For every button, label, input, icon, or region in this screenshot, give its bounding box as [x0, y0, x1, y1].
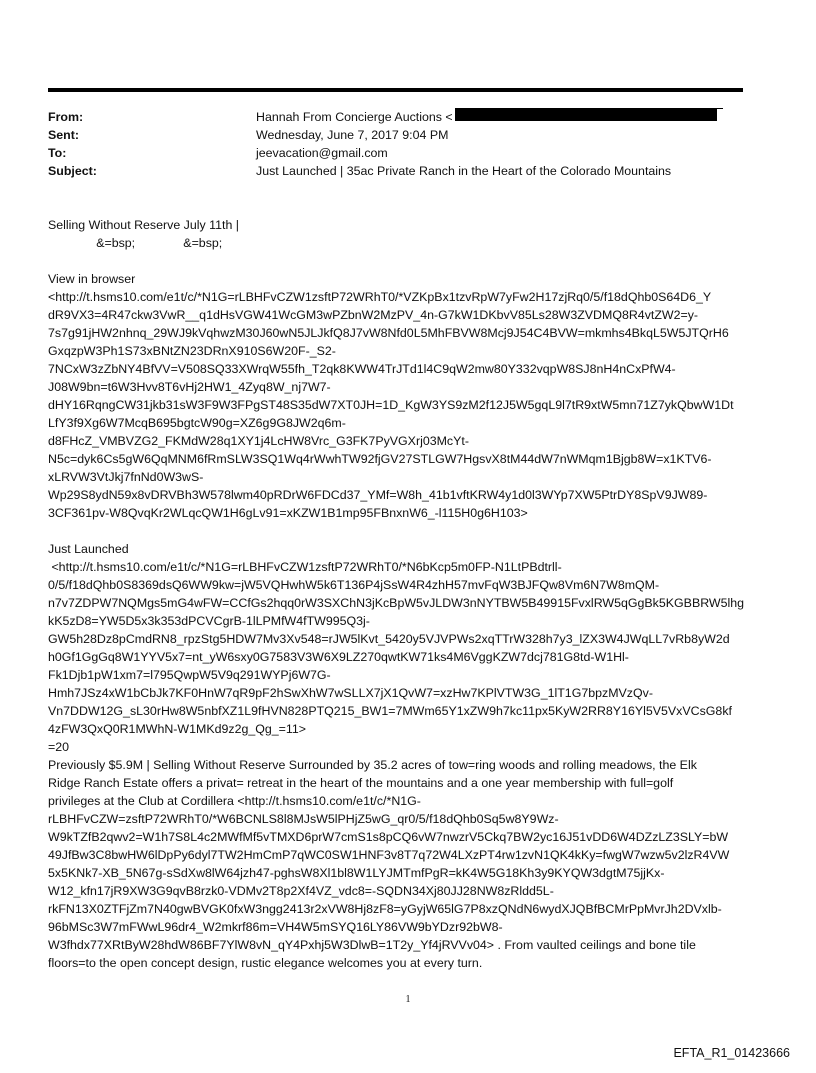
- from-value: Hannah From Concierge Auctions <: [256, 110, 453, 124]
- header-divider: [48, 88, 743, 92]
- body-line: 5x5KNk7-XB_5N67g-sSdXw8lW64jzh47-pghsW8Xl1bl8W1LYJMTmfPgR=kK4W5G18Kh3y9KYQW3dgtM75jjKx-: [48, 866, 665, 880]
- body-line: Vn7DDW12G_sL30rHw8W5nbfXZ1L9fHVN828PTQ215_BW1=7MWm65Y1xZW9h7kc11px5KyW2RR8Y16Yl5V5VxVCsG8kf: [48, 704, 732, 718]
- body-line: Previously $5.9M | Selling Without Reserve Surrounded by 35.2 acres of tow=ring woods and rolling meadows, the Elk: [48, 758, 697, 772]
- body-line: W9kTZfB2qwv2=W1h7S8L4c2MWfMf5vTMXD6prW7cmS1s8pCQ6vW7nwzrV5Ckq7BW2yc16J51vDD6W4DZzLZ3SLY=bW: [48, 830, 729, 844]
- body-line: J08W9bn=t6W3Hvv8T6vHj2HW1_4Zyq8W_nj7W7-: [48, 380, 331, 394]
- body-line: LfY3f9Xg6W7McqB695bgtcW90g=XZ6g9G8JW2q6m-: [48, 416, 346, 430]
- email-header: [48, 108, 723, 180]
- sent-row: [48, 126, 723, 144]
- body-line: =20: [48, 740, 70, 754]
- page-number: 1: [405, 994, 411, 1005]
- body-line: Wp29S8ydN59x8vDRVBh3W578lwm40pRDrW6FDCd37_YMf=W8h_41b1vftKRW4y1d0l3WYp7XW5PtrDY8SpV9JW89-: [48, 488, 708, 502]
- body-line: floors=to the open concept design, rustic elegance welcomes you at every turn.: [48, 956, 483, 970]
- body-line: n7v7ZDPW7NQMgs5mG4wFW=CCfGs2hqq0rW3SXChN3jKcBpW5vJLDW3nNYTBW5B49915FvxlRW5qGgBk5KGBBRW5lhg: [48, 596, 745, 610]
- body-line: rLBHFvCZW=zsftP72WRhT0/*W6BCNLS8l8MJsW5lPHjZ5wG_qr0/5/f18dQhb0Sq5w8Y9Wz-: [48, 812, 559, 826]
- body-line: <http://t.hsms10.com/e1t/c/*N1G=rLBHFvCZW1zsftP72WRhT0/*VZKpBx1tzvRpW7yFw2H17zjRq0/5/f18dQhb0S64D6_Y: [48, 290, 712, 304]
- body-line: 0/5/f18dQhb0S8369dsQ6WW9kw=jW5VQHwhW5k6T136P4jSsW4R4zhH57mvFqW3BJFQw8Vm6N7W8mQM-: [48, 578, 660, 592]
- redaction-tail: [717, 108, 723, 109]
- body-line: privileges at the Club at Cordillera <http://t.hsms10.com/e1t/c/*N1G-: [48, 794, 421, 808]
- body-line: &=bsp; &=bsp;: [48, 236, 223, 250]
- email-body: [48, 216, 768, 972]
- to-label: To:: [48, 146, 67, 160]
- body-line: View in browser: [48, 272, 136, 286]
- subject-row: [48, 162, 723, 180]
- body-line: W3fhdx77XRtByW28hdW86BF7YlW8vN_qY4Pxhj5W3DlwB=1T2y_Yf4jRVVv04> . From vaulted ceilings and bone tile: [48, 938, 696, 952]
- blank-line: [48, 522, 768, 540]
- body-line: 7s7g91jHW2nhnq_29WJ9kVqhwzM30J60wN5JLJkfQ8J7vW8Nfd0L5MhFBVW8Mcj9J54C4BVW=mkmhs4BkqL5W5JTQrH6: [48, 326, 729, 340]
- from-row: [48, 108, 723, 126]
- body-line: d8FHcZ_VMBVZG2_FKMdW28q1XY1j4LcHW8Vrc_G3FK7PyVGXrj03McYt-: [48, 434, 469, 448]
- body-line: 3CF361pv-W8QvqKr2WLqcQW1H6gLv91=xKZW1B1mp95FBnxnW6_-l115H0g6H103>: [48, 506, 528, 520]
- body-line: N5c=dyk6Cs5gW6QqMNM6fRmSLW3SQ1Wq4rWwhTW92fjGV27STLGW7HgsvX8tM44dW7nWMqm1Bjgb8W=x1KTV6-: [48, 452, 712, 466]
- document-id: EFTA_R1_01423666: [673, 1046, 790, 1060]
- sent-value: Wednesday, June 7, 2017 9:04 PM: [256, 128, 449, 142]
- body-line: Hmh7JSz4xW1bCbJk7KF0HnW7qR9pF2hSwXhW7wSLLX7jX1QvW7=xzHw7KPlVTW3G_1lT1G7bpzMVzQv-: [48, 686, 653, 700]
- to-value: jeevacation@gmail.com: [256, 146, 388, 160]
- sent-label: Sent:: [48, 128, 79, 142]
- body-line: Selling Without Reserve July 11th |: [48, 218, 240, 232]
- body-line: kK5zD8=YW5D5x3k353dPCVCgrB-1lLPMfW4fTW995Q3j-: [48, 614, 370, 628]
- body-line: 49JfBw3C8bwHW6lDpPy6dyl7TW2HmCmP7qWC0SW1HNF3v8T7q72W4LXzPT4rw1zvN1QK4kKy=fwgW7wzw5v2lzR4VW: [48, 848, 730, 862]
- subject-value: Just Launched | 35ac Private Ranch in the Heart of the Colorado Mountains: [256, 164, 672, 178]
- blank-line: [48, 252, 768, 270]
- subject-label: Subject:: [48, 164, 97, 178]
- body-line: dHY16RqngCW31jkb31sW3F9W3FPgST48S35dW7XT0JH=1D_KgW3YS9zM2f12J5W5gqL9l7tR9xtW5mn71Z7ykQbwW1Dt: [48, 398, 734, 412]
- body-line: xLRVW3VtJkj7fnNd0W3wS-: [48, 470, 204, 484]
- body-line: Just Launched: [48, 542, 129, 556]
- body-line: Fk1Djb1pW1xm7=l795QwpW5V9q291WYPj6W7G-: [48, 668, 331, 682]
- body-line: GW5h28Dz8pCmdRN8_rpzStg5HDW7Mv3Xv548=rJW5lKvt_5420y5VJVPWs2xqTTrW328h7y3_lZX3W4JWqLL7vRb8yW2d: [48, 632, 730, 646]
- body-line: dR9VX3=4R47ckw3VwR__q1dHsVGW41WcGM3wPZbnW2MzPV_4n-G7kW1DKbvV85Ls28W3ZVDMQ8R4vtZW2=y-: [48, 308, 699, 322]
- body-line: 96bMSc3W7mFWwL96dr4_W2mkrf86m=VH4W5mSYQ16LY86VW9bYDzr92bW8-: [48, 920, 503, 934]
- body-line: Ridge Ranch Estate offers a privat= retreat in the heart of the mountains and a one year membership with full=golf: [48, 776, 674, 790]
- to-row: [48, 144, 723, 162]
- body-line: W12_kfn17jR9XW3G9qvB8rzk0-VDMv2T8p2Xf4VZ_vdc8=-SQDN34Xj80JJ28NW8zRldd5L-: [48, 884, 554, 898]
- body-line: GxqzpW3Ph1S73xBNtZN23DRnX910S6W20F-_S2-: [48, 344, 336, 358]
- body-line: rkFN13X0ZTFjZm7N40gwBVGK0fxW3ngg2413r2xVW8Hj8zF8=yGyjW65lG7P8xzQNdN6wydXJQBfBCMrPpMvrJh2DVxlb-: [48, 902, 722, 916]
- body-line: h0Gf1GgGq8W1YYV5x7=nt_yW6sxy0G7583V3W6X9LZ270qwtKW71ks4M6VggKZW7dcj781G8td-W1Hl-: [48, 650, 629, 664]
- body-line: 4zFW3QxQ0R1MWhN-W1MKd9z2g_Qg_=11>: [48, 722, 307, 736]
- body-line: 7NCxW3zZbNY4BfVV=V508SQ33XWrqW55fh_T2qk8KWW4TrJTd1l4C9qW2mw80Y332vqpW8SJ8nH4nCxPfW4-: [48, 362, 676, 376]
- body-line: <http://t.hsms10.com/e1t/c/*N1G=rLBHFvCZW1zsftP72WRhT0/*N6bKcp5m0FP-N1LtPBdtrll-: [48, 560, 562, 574]
- redaction-bar: [455, 108, 717, 121]
- from-label: From:: [48, 110, 84, 124]
